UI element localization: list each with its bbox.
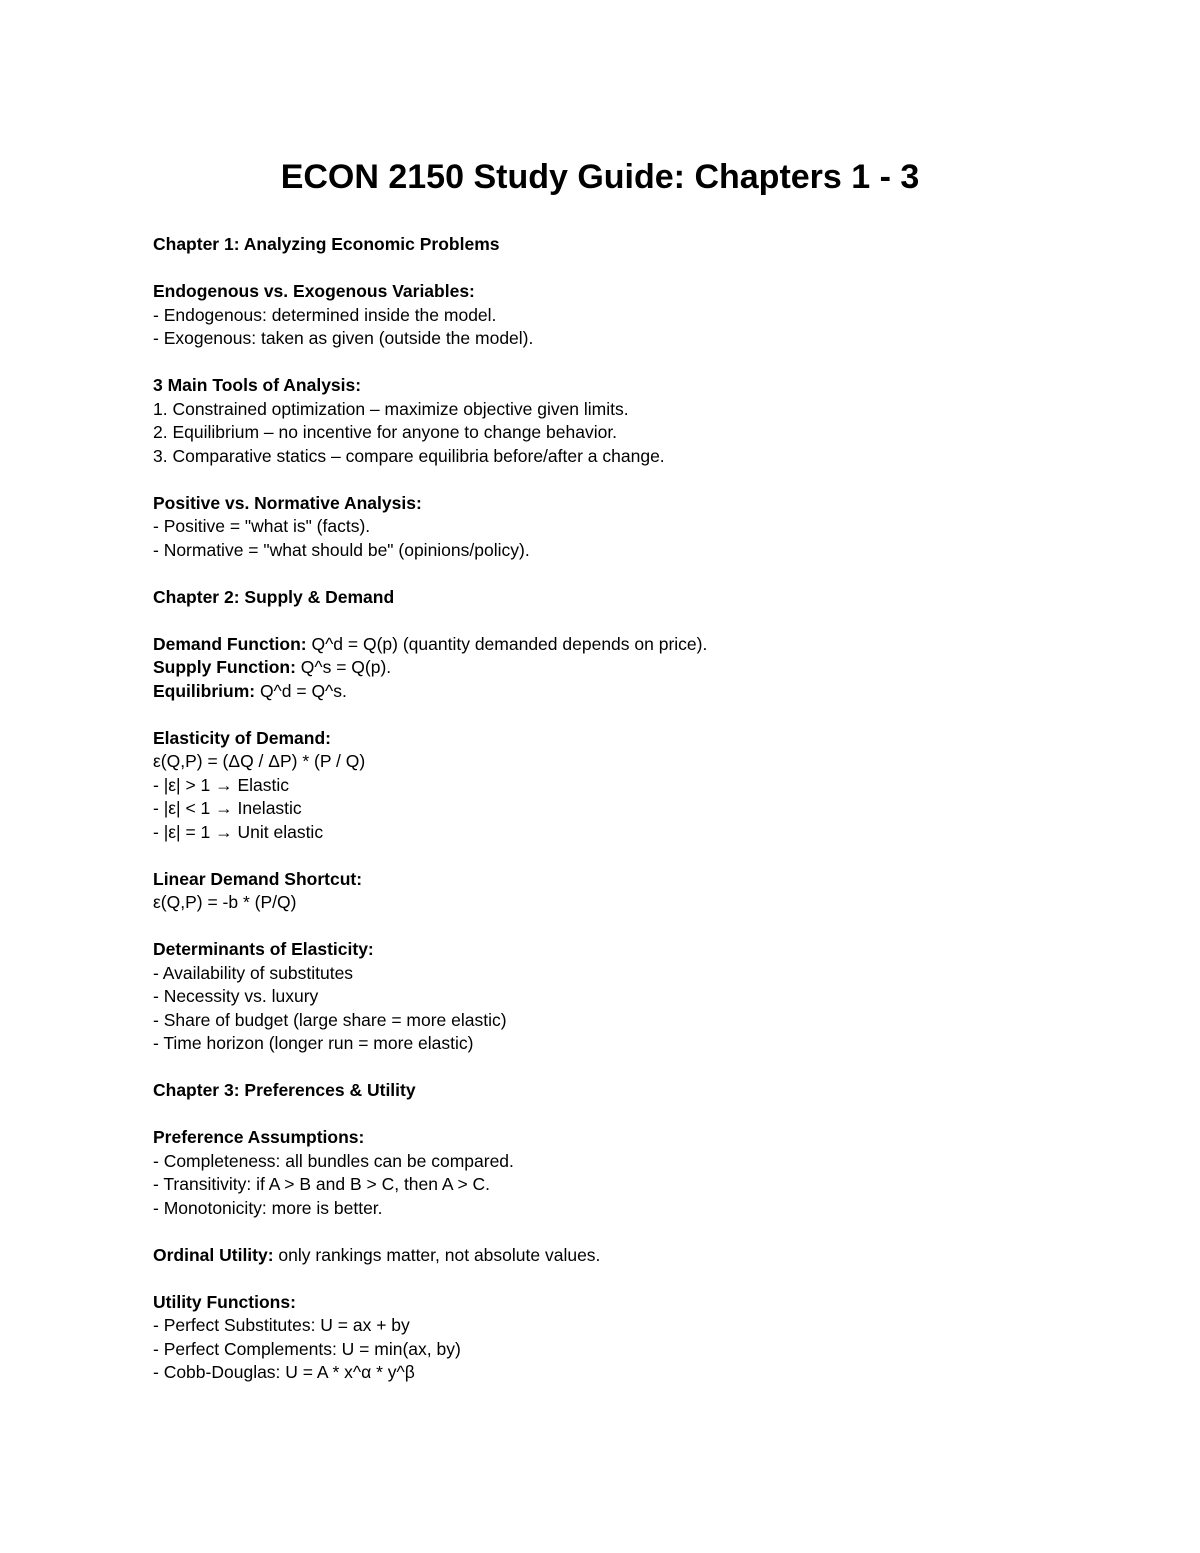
spacer [153,609,1113,633]
section-heading-main-tools: 3 Main Tools of Analysis: [153,375,362,395]
list-item: - Perfect Substitutes: U = ax + by [153,1315,410,1335]
spacer [153,1220,1113,1244]
list-item: 3. Comparative statics – compare equilibria before/after a change. [153,445,665,466]
list-item: - Cobb-Douglas: U = A * x^α * y^β [153,1362,415,1382]
list-item: - Perfect Complements: U = min(ax, by) [153,1338,461,1359]
chapter-3-heading: Chapter 3: Preferences & Utility [153,1080,416,1100]
list-item: - Endogenous: determined inside the model. [153,304,497,325]
spacer [153,1103,1113,1127]
list-item: - Necessity vs. luxury [153,986,319,1006]
list-item: - Availability of substitutes [153,962,354,983]
equilibrium-line [153,680,1113,704]
equilibrium-label: Equilibrium: [153,680,256,701]
spacer [153,703,1113,727]
spacer [153,257,1113,281]
list-item: - Normative = "what should be" (opinions/policy). [153,539,530,560]
spacer [153,1056,1113,1080]
list-item: - Completeness: all bundles can be compared. [153,1150,514,1171]
spacer [153,468,1113,492]
list-item: - Monotonicity: more is better. [153,1197,383,1218]
section-heading-linear-demand: Linear Demand Shortcut: [153,868,363,889]
section-heading-elasticity: Elasticity of Demand: [153,727,331,748]
section-heading-endogenous-exogenous: Endogenous vs. Exogenous Variables: [153,281,475,301]
spacer [153,1267,1113,1291]
list-item: 2. Equilibrium – no incentive for anyone to change behavior. [153,422,618,442]
ordinal-utility-text: only rankings matter, not absolute values. [273,1244,601,1265]
section-heading-utility-functions: Utility Functions: [153,1291,296,1312]
formula-line: ε(Q,P) = -b * (P/Q) [153,892,297,912]
section-heading-positive-normative: Positive vs. Normative Analysis: [153,492,422,513]
spacer [153,844,1113,868]
ordinal-utility-line [153,1244,1113,1268]
demand-function-label: Demand Function: [153,633,307,654]
equilibrium-text: Q^d = Q^s. [255,680,347,701]
supply-function-label: Supply Function: [153,657,296,677]
supply-function-text: Q^s = Q(p). [295,657,392,677]
spacer [153,562,1113,586]
supply-function-line [153,656,1113,680]
demand-function-text: Q^d = Q(p) (quantity demanded depends on price). [306,633,708,654]
list-item: - |ε| < 1 → Inelastic [153,798,302,818]
list-item: - Transitivity: if A > B and B > C, then A > C. [153,1174,491,1194]
formula-line: ε(Q,P) = (ΔQ / ΔP) * (P / Q) [153,751,366,771]
chapter-2-heading: Chapter 2: Supply & Demand [153,586,395,607]
ordinal-utility-label: Ordinal Utility: [153,1244,274,1265]
spacer [153,351,1113,375]
chapter-1-heading: Chapter 1: Analyzing Economic Problems [153,234,500,254]
demand-function-line [153,633,1113,657]
document-title: ECON 2150 Study Guide: Chapters 1 - 3 [280,158,920,196]
section-heading-determinants: Determinants of Elasticity: [153,939,374,959]
list-item: - |ε| = 1 → Unit elastic [153,821,324,842]
section-heading-preference-assumptions: Preference Assumptions: [153,1127,365,1147]
list-item: - Time horizon (longer run = more elastic) [153,1033,474,1053]
list-item: - Exogenous: taken as given (outside the model). [153,328,534,348]
document-body [153,233,1113,1385]
list-item: - |ε| > 1 → Elastic [153,774,290,795]
spacer [153,915,1113,939]
list-item: - Positive = "what is" (facts). [153,516,371,536]
list-item: 1. Constrained optimization – maximize objective given limits. [153,398,629,419]
list-item: - Share of budget (large share = more elastic) [153,1009,507,1030]
